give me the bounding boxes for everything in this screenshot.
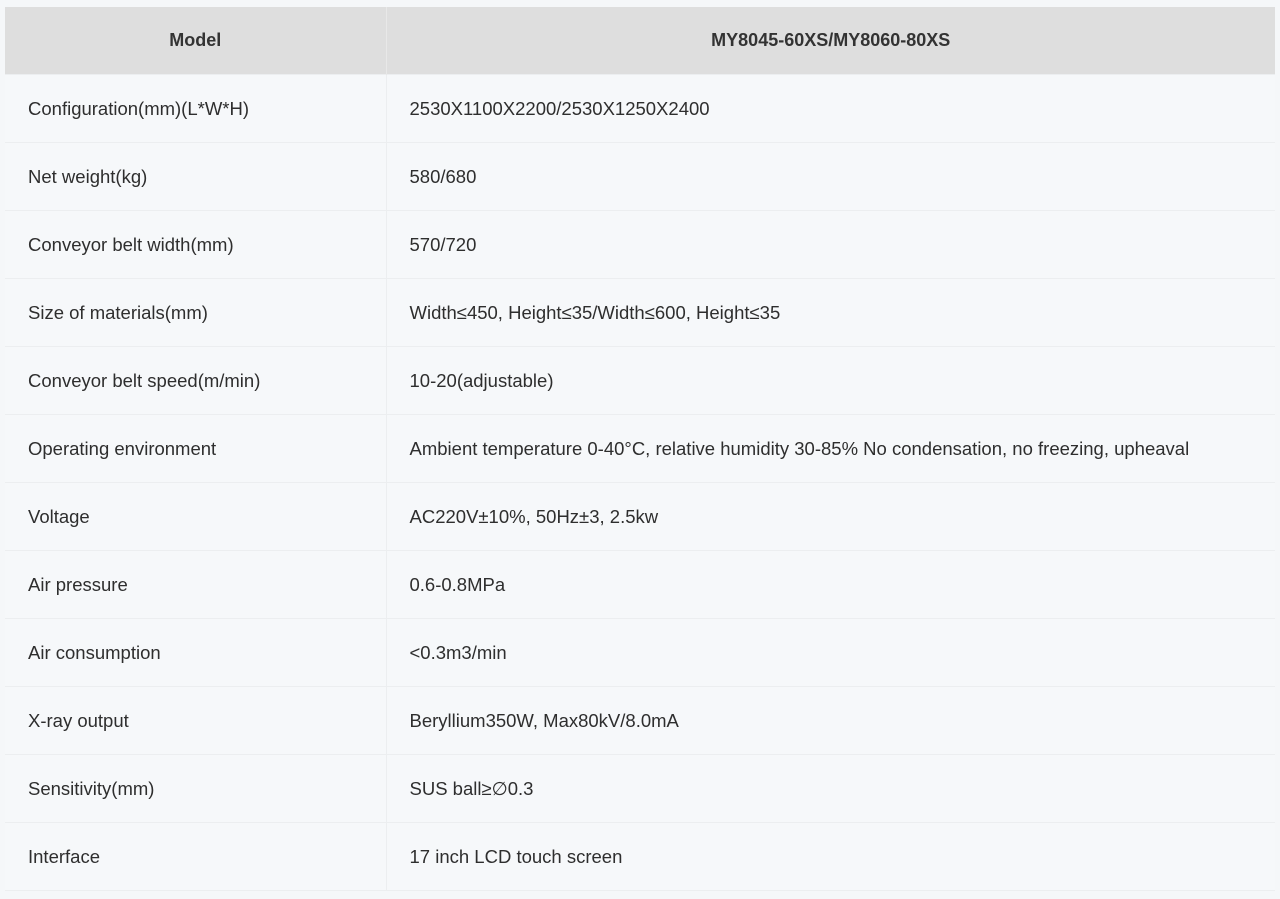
table-row <box>5 755 1275 823</box>
spec-value: 17 inch LCD touch screen <box>386 823 1275 891</box>
table-row <box>5 619 1275 687</box>
spec-table-body <box>5 75 1275 891</box>
table-row <box>5 823 1275 891</box>
table-row <box>5 687 1275 755</box>
spec-label: Air pressure <box>5 551 386 619</box>
spec-label: Configuration(mm)(L*W*H) <box>5 75 386 143</box>
spec-label: Conveyor belt width(mm) <box>5 211 386 279</box>
spec-value: 570/720 <box>386 211 1275 279</box>
spec-value: 10-20(adjustable) <box>386 347 1275 415</box>
spec-label: Net weight(kg) <box>5 143 386 211</box>
spec-label: Air consumption <box>5 619 386 687</box>
spec-label: Operating environment <box>5 415 386 483</box>
spec-table-container <box>5 7 1275 891</box>
spec-label: Voltage <box>5 483 386 551</box>
spec-label: Conveyor belt speed(m/min) <box>5 347 386 415</box>
spec-value: Width≤450, Height≤35/Width≤600, Height≤35 <box>386 279 1275 347</box>
spec-value: SUS ball≥∅0.3 <box>386 755 1275 823</box>
table-row <box>5 347 1275 415</box>
spec-label: Interface <box>5 823 386 891</box>
table-row <box>5 143 1275 211</box>
table-row <box>5 483 1275 551</box>
spec-label: X-ray output <box>5 687 386 755</box>
spec-value: 580/680 <box>386 143 1275 211</box>
spec-label: Sensitivity(mm) <box>5 755 386 823</box>
table-row <box>5 211 1275 279</box>
table-row <box>5 279 1275 347</box>
spec-table-header <box>5 7 1275 75</box>
spec-value: <0.3m3/min <box>386 619 1275 687</box>
table-row <box>5 551 1275 619</box>
table-row <box>5 75 1275 143</box>
spec-table <box>5 7 1275 891</box>
spec-value: 0.6-0.8MPa <box>386 551 1275 619</box>
spec-value: AC220V±10%, 50Hz±3, 2.5kw <box>386 483 1275 551</box>
spec-value: 2530X1100X2200/2530X1250X2400 <box>386 75 1275 143</box>
header-row <box>5 7 1275 75</box>
spec-value: Beryllium350W, Max80kV/8.0mA <box>386 687 1275 755</box>
spec-label: Size of materials(mm) <box>5 279 386 347</box>
header-cell-model: Model <box>5 7 386 75</box>
spec-value: Ambient temperature 0-40°C, relative humidity 30-85% No condensation, no freezing, upheaval <box>386 415 1275 483</box>
table-row <box>5 415 1275 483</box>
header-cell-model-value: MY8045-60XS/MY8060-80XS <box>386 7 1275 75</box>
